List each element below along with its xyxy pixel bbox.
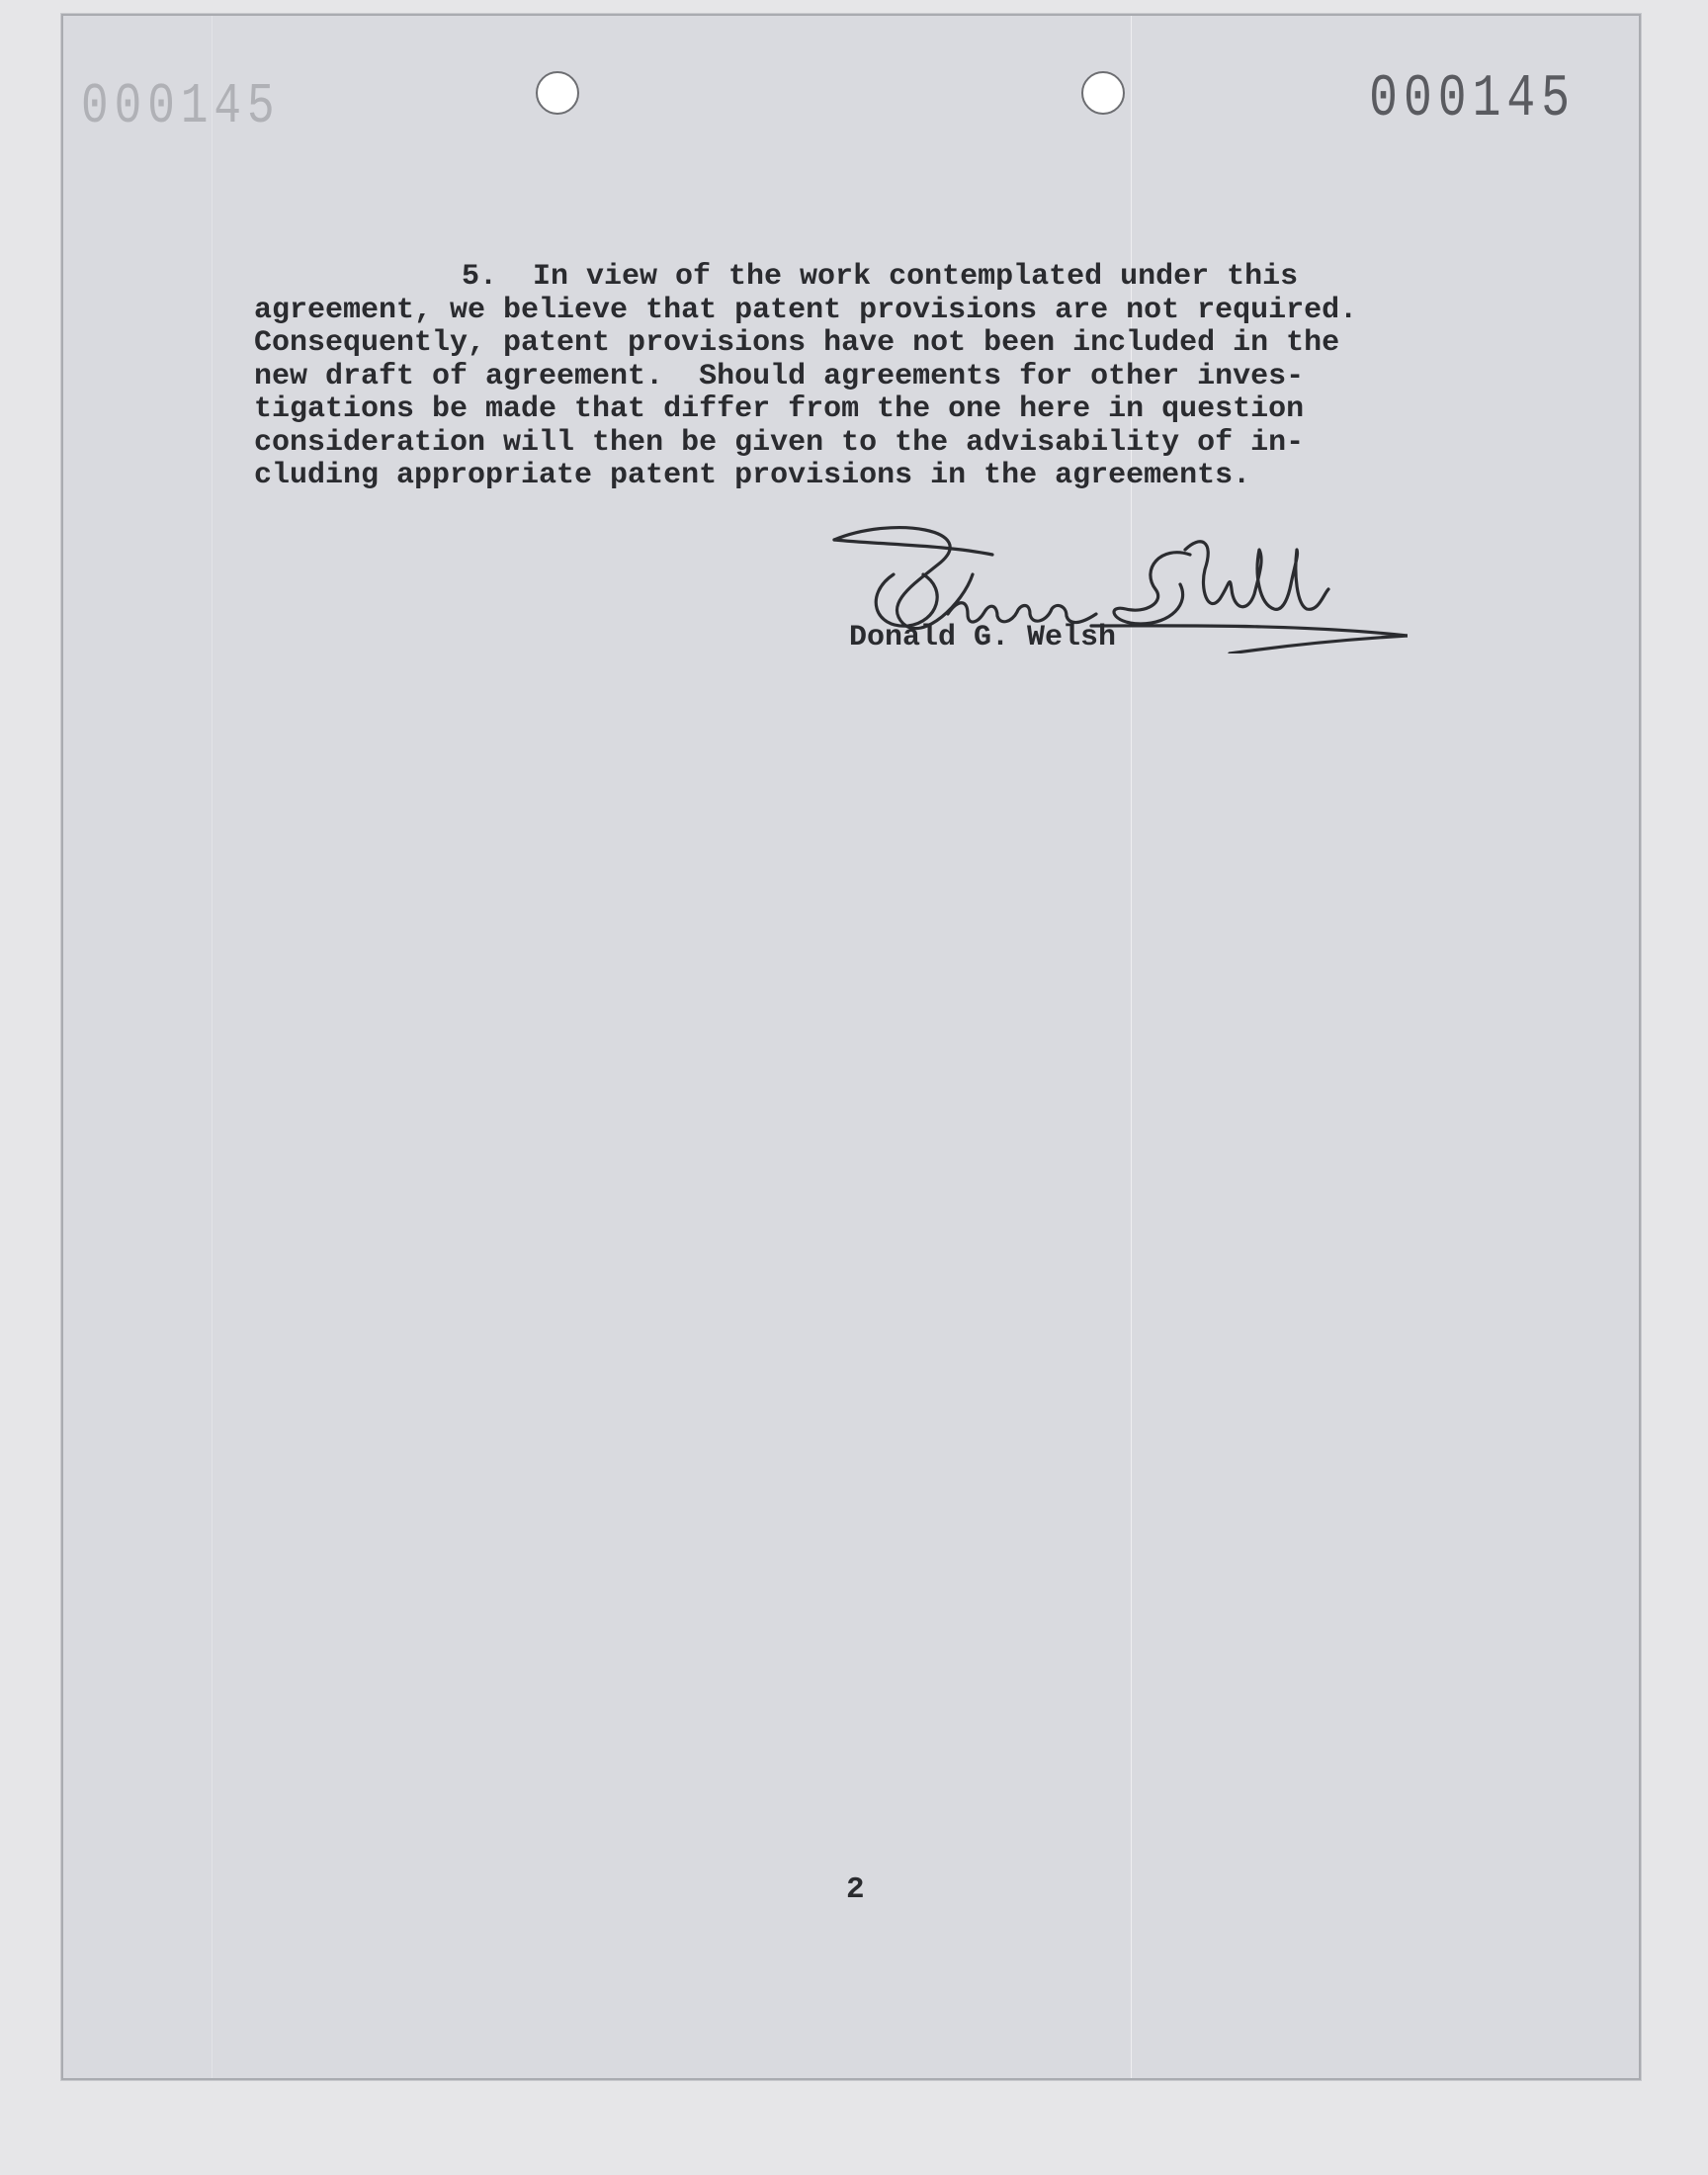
document-page xyxy=(61,14,1641,2080)
page-number: 2 xyxy=(846,1872,865,1907)
paragraph-line: new draft of agreement. Should agreements for other inves- xyxy=(254,359,1305,393)
stamp-number-faded: 000145 xyxy=(81,74,281,139)
signer-name: Donald G. Welsh xyxy=(849,621,1117,654)
stamp-number: 000145 xyxy=(1369,66,1576,133)
paragraph-line: agreement, we believe that patent provisions are not required. xyxy=(254,293,1358,327)
paragraph-line: Consequently, patent provisions have not been included in the xyxy=(254,326,1340,360)
punch-hole-right xyxy=(1081,71,1125,115)
paragraph-line: tigations be made that differ from the one here in question xyxy=(254,392,1305,426)
paragraph-line: consideration will then be given to the advisability of in- xyxy=(254,425,1305,460)
paragraph-line: cluding appropriate patent provisions in the agreements. xyxy=(254,459,1251,492)
paragraph-5 xyxy=(254,261,1539,493)
fold-line-left xyxy=(212,16,213,2078)
paragraph-line: 5. In view of the work contemplated under this xyxy=(462,260,1299,294)
punch-hole-left xyxy=(536,71,579,115)
